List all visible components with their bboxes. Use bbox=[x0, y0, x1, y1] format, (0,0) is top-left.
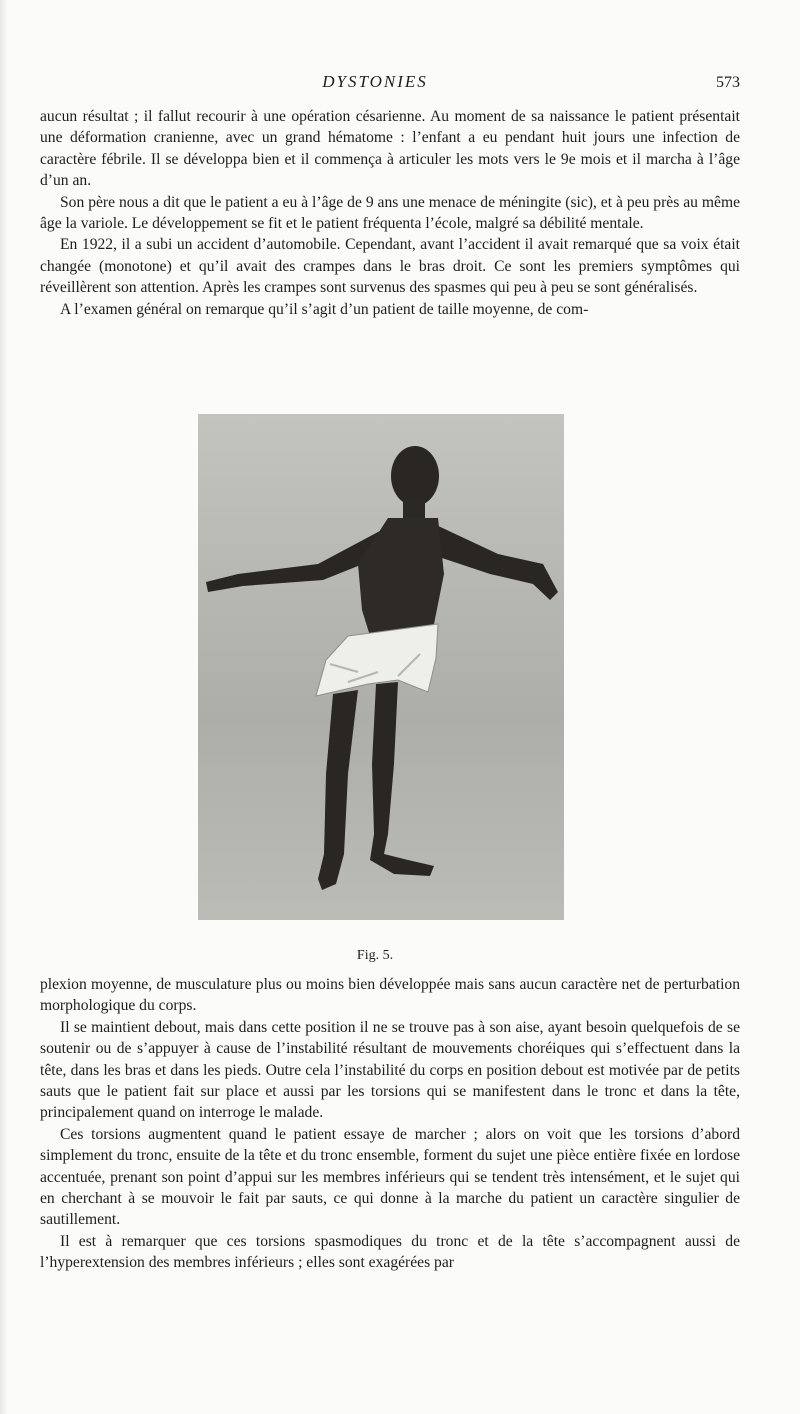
patient-photograph bbox=[198, 414, 564, 920]
page-number: 573 bbox=[716, 74, 740, 91]
body-text-top bbox=[40, 106, 740, 320]
paragraph: A l’examen général on remarque qu’il s’agit d’un patient de taille moyenne, de com- bbox=[60, 300, 589, 318]
page-gutter-shadow bbox=[0, 0, 8, 1414]
paragraph: Il se maintient debout, mais dans cette position il ne se trouve pas à son aise, ayant besoin quelquefois de se soutenir ou de s’appuyer à cause de l’instabilité résultant de mouvements choréiques qui s’effectuent dans la tête, dans les bras et dans les pieds. Outre cela l’instabilité du corps en position debout est motivée par de petits sauts que le patient fait sur place et aussi par les torsions qui se manifestent dans le tronc et dans la tête, principalement quand on interroge le malade. bbox=[40, 1018, 740, 1122]
paragraph: Ces torsions augmentent quand le patient essaye de marcher ; alors on voit que les torsions d’abord simplement du tronc, ensuite de la tête et du tronc ensemble, forment du sujet une pièce entière fixée en lordose accentuée, prenant son point d’appui sur les membres inférieurs qui se tendent très intensément, et le sujet qui en cherchant à se mouvoir le fait par sauts, ce qui donne à la marche du patient un caractère singulier de sautillement. bbox=[40, 1125, 740, 1229]
patient-figure-illustration bbox=[198, 414, 564, 920]
paragraph: aucun résultat ; il fallut recourir à une opération césarienne. Au moment de sa naissance le patient présentait une déformation cranienne, avec un grand hématome : l’enfant a eu pendant huit jours une infection de caractère fébrile. Il se développa bien et il commença à articuler les mots vers le 9e mois et il marcha à l’âge d’un an. bbox=[40, 108, 740, 190]
paragraph: Son père nous a dit que le patient a eu à l’âge de 9 ans une menace de méningite (sic), et à peu près au même âge la variole. Le développement se fit et le patient fréquenta l’école, malgré sa débilité mentale. bbox=[40, 193, 740, 233]
paragraph: En 1922, il a subi un accident d’automobile. Cependant, avant l’accident il avait remarqué que sa voix était changée (monotone) et qu’il avait des crampes dans le bras droit. Ce sont les premiers symptômes qui réveillèrent son attention. Après les crampes sont survenus des spasmes qui peu à peu se sont généralisés. bbox=[40, 236, 740, 297]
body-text-bottom bbox=[40, 974, 740, 1274]
paragraph: plexion moyenne, de musculature plus ou moins bien développée mais sans aucun caractère net de perturbation morphologique du corps. bbox=[40, 976, 740, 1015]
running-title: DYSTONIES bbox=[322, 72, 428, 91]
paragraph: Il est à remarquer que ces torsions spasmodiques du tronc et de la tête s’accompagnent aussi de l’hyperextension des membres inférieurs ; elles sont exagérées par bbox=[40, 1232, 740, 1272]
figure-caption: Fig. 5. bbox=[356, 948, 394, 963]
